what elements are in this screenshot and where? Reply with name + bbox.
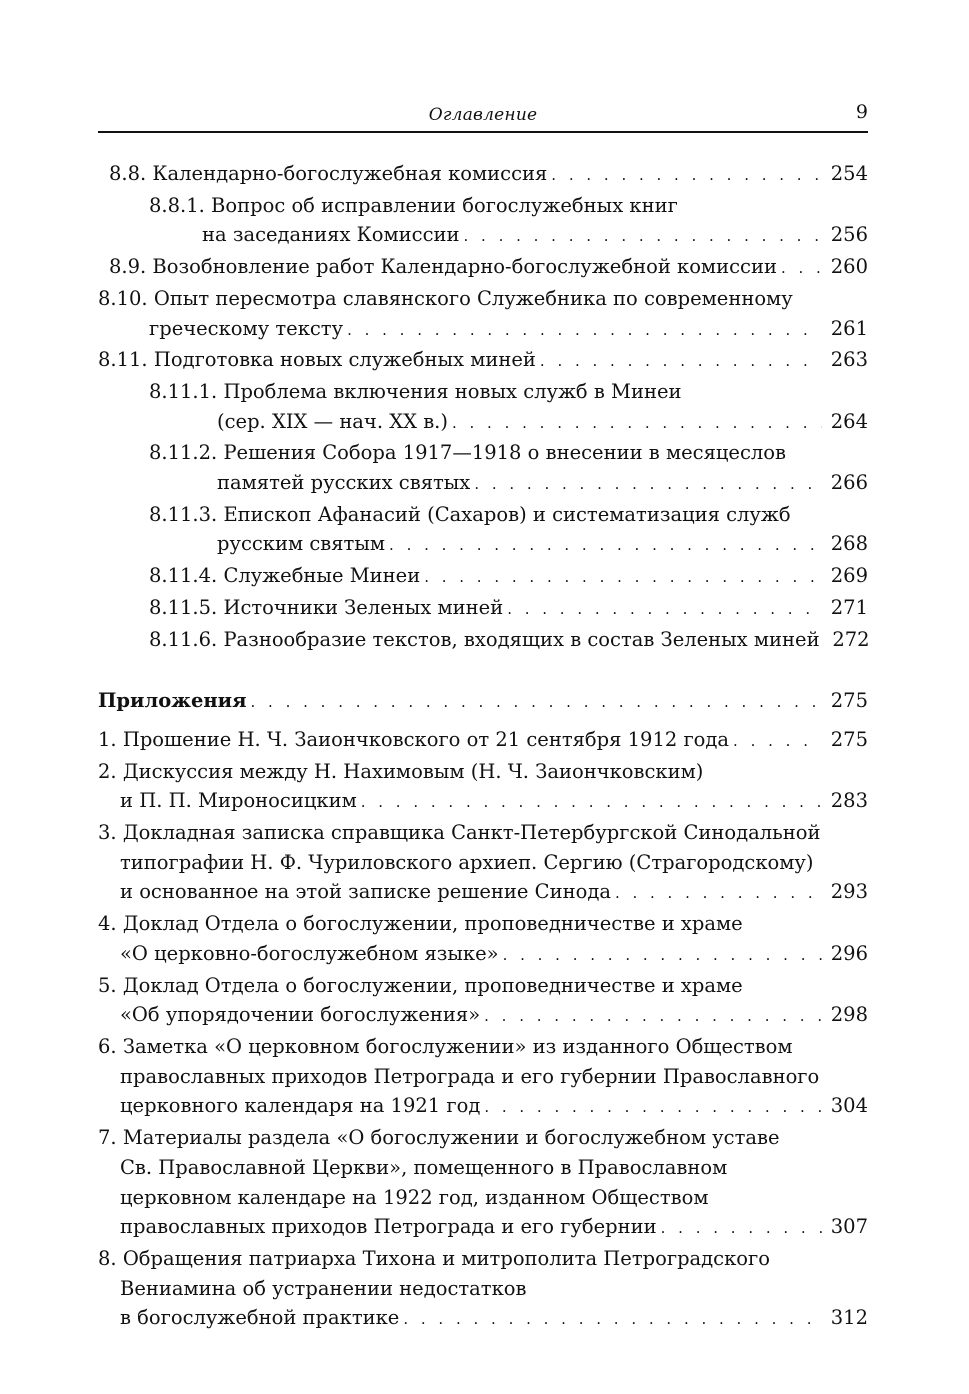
toc-entry-line: [98, 1091, 868, 1123]
running-head: [98, 101, 868, 131]
leader-dots: [452, 409, 822, 439]
toc-entry-number: 8.11.: [98, 348, 148, 372]
toc-entry-appendix-1[interactable]: [98, 725, 868, 757]
toc-entry-line: [109, 252, 868, 284]
toc-entry-text: на заседаниях Комиссии: [202, 223, 460, 247]
toc-entry-text: Возобновление работ Календарно-богослужебной комиссии: [152, 255, 777, 279]
toc-entry-text: «О церковно-богослужебном языке»: [120, 941, 499, 965]
leader-dots: [733, 727, 822, 757]
leader-dots: [484, 1002, 822, 1032]
toc-entry-number: 4.: [98, 912, 117, 936]
toc-entry-8-8[interactable]: [98, 159, 868, 191]
toc-entry-line: [149, 220, 868, 252]
leader-dots: [503, 941, 822, 971]
leader-dots: [361, 788, 822, 818]
toc-entry-text: «Об упорядочении богослужения»: [120, 1003, 481, 1027]
toc-entry-line: [98, 284, 868, 314]
toc-entry-8-8-1[interactable]: [98, 191, 868, 252]
appendices-heading: Приложения: [98, 689, 247, 713]
toc-entry-appendix-3[interactable]: [98, 818, 868, 909]
toc-entry-8-11-6[interactable]: [98, 625, 868, 657]
toc-entry-text: Разнообразие текстов, входящих в состав Зеленых миней: [223, 627, 820, 651]
toc-entry-page: 269: [830, 564, 868, 588]
toc-entry-text: (сер. XIX — нач. XX в.): [217, 409, 448, 433]
toc-entry-title: [149, 561, 420, 591]
toc-entry-page: 260: [830, 255, 868, 279]
toc-entry-line: [149, 438, 868, 468]
toc-entry-page: 256: [830, 223, 868, 247]
toc-entry-text: Проблема включения новых служб в Минеи: [223, 379, 682, 403]
toc-entry-text: Служебные Минеи: [223, 564, 421, 588]
toc-entry-line: [149, 407, 868, 439]
toc-entry-text: Решения Собора 1917—1918 о внесении в месяцеслов: [223, 441, 786, 465]
leader-dots: [347, 316, 822, 346]
toc-entry-text: русским святым: [217, 532, 386, 556]
toc-entry-text: памятей русских святых: [217, 471, 471, 495]
toc-entry-8-10[interactable]: [98, 284, 868, 345]
toc-entry-title: [98, 725, 729, 755]
toc-entry-text: типографии Н. Ф. Чуриловского архиеп. Сергию (Страгородскому): [120, 850, 814, 874]
toc-entry-line: [149, 529, 868, 561]
toc-entry-number: 6.: [98, 1034, 117, 1058]
toc-entry-appendix-8[interactable]: [98, 1244, 868, 1335]
toc-entry-appendix-2[interactable]: [98, 757, 868, 818]
toc-entry-appendix-5[interactable]: [98, 971, 868, 1032]
leader-dots: [251, 688, 822, 718]
toc-entry-appendix-4[interactable]: [98, 909, 868, 970]
toc-entry-text: Дискуссия между Н. Нахимовым (Н. Ч. Заиончковским): [122, 759, 704, 783]
toc-entry-text: Материалы раздела «О богослужении и богослужебном уставе: [122, 1126, 780, 1150]
leader-dots: [424, 563, 822, 593]
toc-entry-page: 254: [830, 162, 868, 185]
toc-entry-page: 272: [832, 627, 870, 651]
toc-entry-text: Обращения патриарха Тихона и митрополита Петроградского: [122, 1246, 770, 1270]
toc-entry-number: 8.: [98, 1246, 117, 1270]
toc-entry-text: православных приходов Петрограда и его губернии: [120, 1215, 657, 1239]
toc-entry-number: 3.: [98, 821, 117, 845]
toc-entry-page: 271: [830, 595, 868, 619]
toc-entry-line: [98, 757, 868, 787]
toc-entry-title: [98, 345, 536, 375]
toc-entry-page: 268: [830, 532, 868, 556]
toc-entry-text: Доклад Отдела о богослужении, проповедничестве и храме: [122, 912, 743, 936]
section-gap: [98, 656, 868, 686]
toc-entry-line: [149, 500, 868, 530]
toc-entry-page: 283: [830, 789, 868, 813]
toc-entry-page: 263: [830, 348, 868, 372]
toc-entry-line: [149, 191, 868, 221]
toc-entry-text: Заметка «О церковном богослужении» из изданного Обществом: [122, 1034, 793, 1058]
toc-entry-page: 307: [830, 1215, 868, 1239]
toc-entry-page: 293: [830, 880, 868, 904]
toc-entry-text: Прошение Н. Ч. Заиончковского от 21 сентября 1912 года: [122, 727, 730, 751]
toc-entry-line: [98, 1000, 868, 1032]
toc-entry-line: [98, 1303, 868, 1335]
toc-entry-text: Подготовка новых служебных миней: [153, 348, 536, 372]
toc-entry-text: Епископ Афанасий (Сахаров) и систематизация служб: [223, 502, 791, 526]
leader-dots: [551, 161, 822, 191]
toc-entry-text: греческому тексту: [149, 316, 344, 340]
toc-entry-text: Вопрос об исправлении богослужебных книг: [211, 193, 678, 217]
toc-entry-number: 8.9.: [109, 255, 147, 279]
toc-entry-line: [98, 345, 868, 377]
toc-entry-line: [98, 314, 868, 346]
toc-entry-text: православных приходов Петрограда и его губернии Православного: [120, 1064, 820, 1088]
header-rule: [98, 131, 868, 133]
toc-entry-text: и П. П. Мироносицким: [120, 789, 357, 813]
toc-entry-number: 8.8.: [109, 162, 147, 185]
toc-entry-line: [149, 468, 868, 500]
toc-entry-appendix-6[interactable]: [98, 1032, 868, 1123]
toc-entry-8-11-2[interactable]: [98, 438, 868, 499]
toc-entry-line: [98, 877, 868, 909]
toc-entry-line: [98, 1032, 868, 1062]
toc-entry-number: 8.11.2.: [149, 441, 218, 465]
toc-entry-number: 8.11.6.: [149, 627, 218, 651]
toc-entry-8-11-5[interactable]: [98, 593, 868, 625]
toc-entry-text: Св. Православной Церкви», помещенного в Православном: [120, 1155, 728, 1179]
toc-entry-text: в богослужебной практике: [120, 1306, 400, 1330]
toc-entry-line: [149, 377, 868, 407]
toc-entry-number: 8.11.5.: [149, 595, 218, 619]
toc-entry-text: Доклад Отдела о богослужении, проповедничестве и храме: [122, 973, 743, 997]
toc-entry-line: [98, 786, 868, 818]
leader-dots: [403, 1305, 822, 1335]
toc-entry-page: 298: [830, 1003, 868, 1027]
toc-entry-8-9[interactable]: [98, 252, 868, 284]
toc-entry-number: 8.11.1.: [149, 379, 218, 403]
leader-dots: [540, 347, 822, 377]
toc-entry-page: 275: [830, 689, 868, 713]
toc-entry-page: 261: [830, 316, 868, 340]
toc-entry-number: 8.8.1.: [149, 193, 205, 217]
toc-entry-line: [98, 939, 868, 971]
toc-entry-8-11-3[interactable]: [98, 500, 868, 561]
toc-entry-text: Источники Зеленых миней: [223, 595, 504, 619]
table-of-contents: [98, 159, 868, 1335]
toc-entry-line: [98, 818, 868, 848]
toc-entry-8-11-4[interactable]: [98, 561, 868, 593]
leader-dots: [507, 595, 822, 625]
toc-entry-page: 275: [830, 727, 868, 751]
toc-entry-page: 264: [830, 409, 868, 433]
toc-entry-page: 266: [830, 471, 868, 495]
leader-dots: [484, 1093, 822, 1123]
toc-entry-text: церковном календаре на 1922 год, изданном Обществом: [120, 1185, 709, 1209]
toc-entry-text: Докладная записка справщика Санкт-Петербургской Синодальной: [122, 821, 821, 845]
toc-entry-text: церковного календаря на 1921 год: [120, 1094, 481, 1118]
page-number: 9: [855, 101, 868, 123]
toc-entry-line: [98, 971, 868, 1001]
toc-entry-title: [109, 252, 777, 282]
toc-entry-page: 296: [830, 941, 868, 965]
toc-entry-page: 312: [830, 1306, 868, 1330]
toc-entry-number: 8.11.3.: [149, 502, 218, 526]
toc-entry-line: [149, 625, 868, 657]
leader-dots: [389, 531, 822, 561]
toc-entry-appendix-7[interactable]: [98, 1123, 868, 1244]
toc-entry-line: [98, 1123, 868, 1153]
toc-entry-number: 7.: [98, 1126, 117, 1150]
leader-dots: [661, 1214, 822, 1244]
toc-entry-title: [149, 625, 820, 655]
leader-dots: [781, 254, 822, 284]
toc-entry-title: [149, 593, 503, 623]
toc-entry-title: [109, 159, 547, 189]
toc-entry-text: и основанное на этой записке решение Синода: [120, 880, 611, 904]
toc-entry-line: [149, 593, 868, 625]
toc-entry-appendices[interactable]: [98, 686, 868, 718]
toc-entry-line: [98, 725, 868, 757]
toc-entry-text: Вениамина об устранении недостатков: [120, 1276, 527, 1300]
running-title: Оглавление: [428, 105, 538, 125]
toc-entry-line: [98, 686, 868, 718]
toc-entry-number: 2.: [98, 759, 117, 783]
toc-entry-line: [149, 561, 868, 593]
leader-dots: [464, 222, 823, 252]
toc-entry-number: 1.: [98, 727, 117, 751]
toc-entry-number: 8.10.: [98, 286, 148, 310]
toc-entry-page: 304: [830, 1094, 868, 1118]
toc-entry-line: [98, 1244, 868, 1274]
toc-entry-number: 5.: [98, 973, 117, 997]
leader-dots: [615, 879, 822, 909]
toc-entry-line: [98, 1212, 868, 1244]
toc-entry-line: [98, 909, 868, 939]
toc-entry-8-11[interactable]: [98, 345, 868, 377]
toc-entry-text: Календарно-богослужебная комиссия: [152, 162, 548, 185]
toc-entry-number: 8.11.4.: [149, 564, 218, 588]
leader-dots: [474, 470, 822, 500]
toc-entry-8-11-1[interactable]: [98, 377, 868, 438]
toc-entry-line: [109, 159, 868, 191]
toc-entry-text: Опыт пересмотра славянского Служебника по современному: [153, 286, 793, 310]
